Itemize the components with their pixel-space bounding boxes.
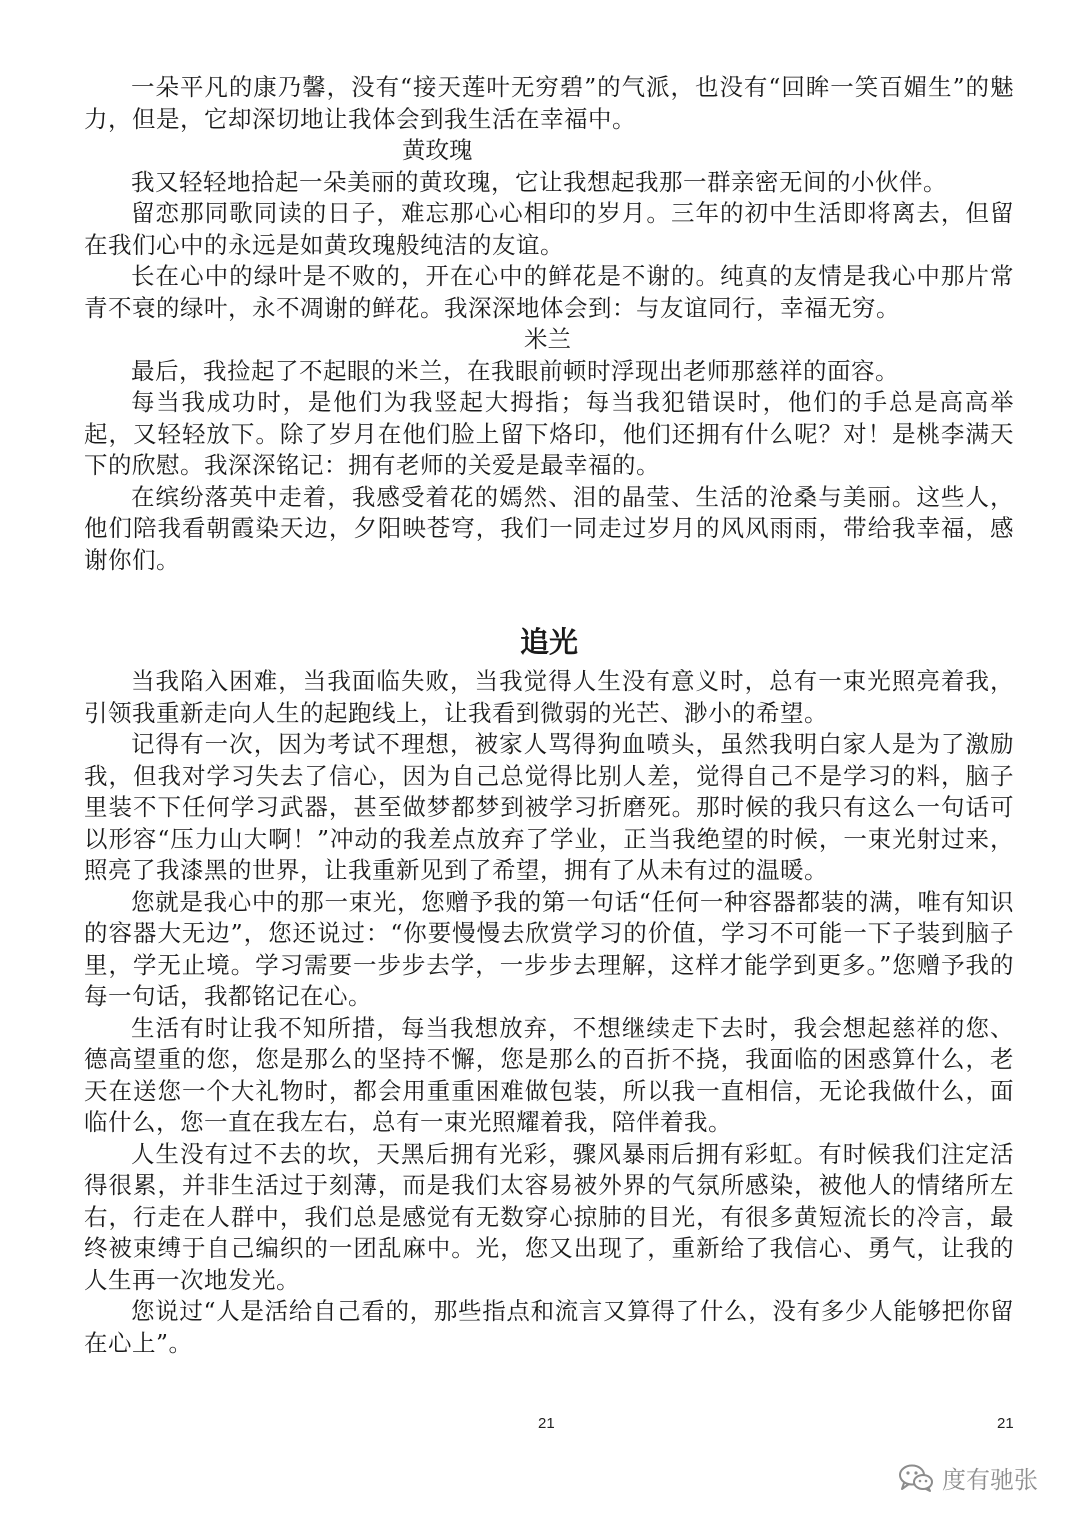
- essay-paragraph-1: 当我陷入困难，当我面临失败，当我觉得人生没有意义时，总有一束光照亮着我，引领我重新走向人生的起跑线上，让我看到微弱的光芒、渺小的希望。: [84, 667, 1014, 727]
- essay-paragraph-2: 记得有一次，因为考试不理想，被家人骂得狗血喷头，虽然我明白家人是为了激励我，但我对学习失去了信心，因为自己总觉得比别人差，觉得自己不是学习的料，脑子里装不下任何学习武器，甚至做梦都梦到被学习折磨死。那时候的我只有这么一句话可以形容“压力山大啊！”冲动的我差点放弃了学业，正当我绝望的时候，一束光射过来，照亮了我漆黑的世界，让我重新见到了希望，拥有了从未有过的温暖。: [84, 730, 1014, 884]
- section-gap: [84, 576, 1014, 622]
- subtitle-milan: 米兰: [524, 325, 571, 353]
- rose-paragraph-2: 留恋那同歌同读的日子，难忘那心心相印的岁月。三年的初中生活即将离去，但留在我们心中的永远是如黄玫瑰般纯洁的友谊。: [84, 199, 1014, 259]
- essay-paragraph-3: 您就是我心中的那一束光，您赠予我的第一句话“任何一种容器都装的满，唯有知识的容器大无边”，您还说过：“你要慢慢去欣赏学习的价值，学习不可能一下子装到脑子里，学无止境。学习需要一步步去学，一步步去理解，这样才能学到更多。”您赠予我的每一句话，我都铭记在心。: [84, 887, 1014, 1010]
- rose-paragraph-3: 长在心中的绿叶是不败的，开在心中的鲜花是不谢的。纯真的友情是我心中那片常青不衰的绿叶，永不凋谢的鲜花。我深深地体会到：与友谊同行，幸福无穷。: [84, 262, 1014, 322]
- document-page: [84, 72, 1014, 1359]
- rose-paragraph-1: 我又轻轻地拾起一朵美丽的黄玫瑰，它让我想起我那一群亲密无间的小伙伴。: [131, 167, 947, 196]
- essay-paragraph-4: 生活有时让我不知所措，每当我想放弃，不想继续走下去时，我会想起慈祥的您、德高望重的您，您是那么的坚持不懈，您是那么的百折不挠，我面临的困惑算什么，老天在送您一个大礼物时，都会用重重困难做包装，所以我一直相信，无论我做什么，面临什么，您一直在我左右，总有一束光照耀着我，陪伴着我。: [84, 1013, 1014, 1136]
- page-number-right: 21: [997, 1415, 1014, 1432]
- milan-paragraph-3: 在缤纷落英中走着，我感受着花的嫣然、泪的晶莹、生活的沧桑与美丽。这些人，他们陪我看朝霞染天边，夕阳映苍穹，我们一同走过岁月的风风雨雨，带给我幸福，感谢你们。: [84, 482, 1014, 574]
- watermark-text: 度有驰张: [942, 1466, 1038, 1494]
- milan-paragraph-2: 每当我成功时，是他们为我竖起大拇指；每当我犯错误时，他们的手总是高高举起，又轻轻放下。除了岁月在他们脸上留下烙印，他们还拥有什么呢？对！是桃李满天下的欣慰。我深深铭记：拥有老师的关爱是最幸福的。: [84, 388, 1014, 479]
- subtitle-yellow-rose: 黄玫瑰: [402, 136, 473, 164]
- essay-title: 追光: [519, 625, 578, 659]
- essay-paragraph-6: 您说过“人是活给自己看的，那些指点和流言又算得了什么，没有多少人能够把你留在心上”。: [84, 1297, 1014, 1357]
- wechat-icon: [898, 1463, 934, 1493]
- page-number-left: 21: [538, 1415, 555, 1432]
- watermark: [898, 1460, 1038, 1495]
- intro-paragraph: 一朵平凡的康乃馨，没有“接天莲叶无穷碧”的气派，也没有“回眸一笑百媚生”的魅力，但是，它却深切地让我体会到我生活在幸福中。: [84, 73, 1014, 133]
- essay-paragraph-5: 人生没有过不去的坎，天黑后拥有光彩，骤风暴雨后拥有彩虹。有时候我们注定活得很累，并非生活过于刻薄，而是我们太容易被外界的气氛所感染，被他人的情绪所左右，行走在人群中，我们总是感觉有无数穿心掠肺的目光，有很多黄短流长的冷言，最终被束缚于自己编织的一团乱麻中。光，您又出现了，重新给了我信心、勇气，让我的人生再一次地发光。: [84, 1139, 1014, 1294]
- milan-paragraph-1: 最后，我捡起了不起眼的米兰，在我眼前顿时浮现出老师那慈祥的面容。: [131, 356, 899, 385]
